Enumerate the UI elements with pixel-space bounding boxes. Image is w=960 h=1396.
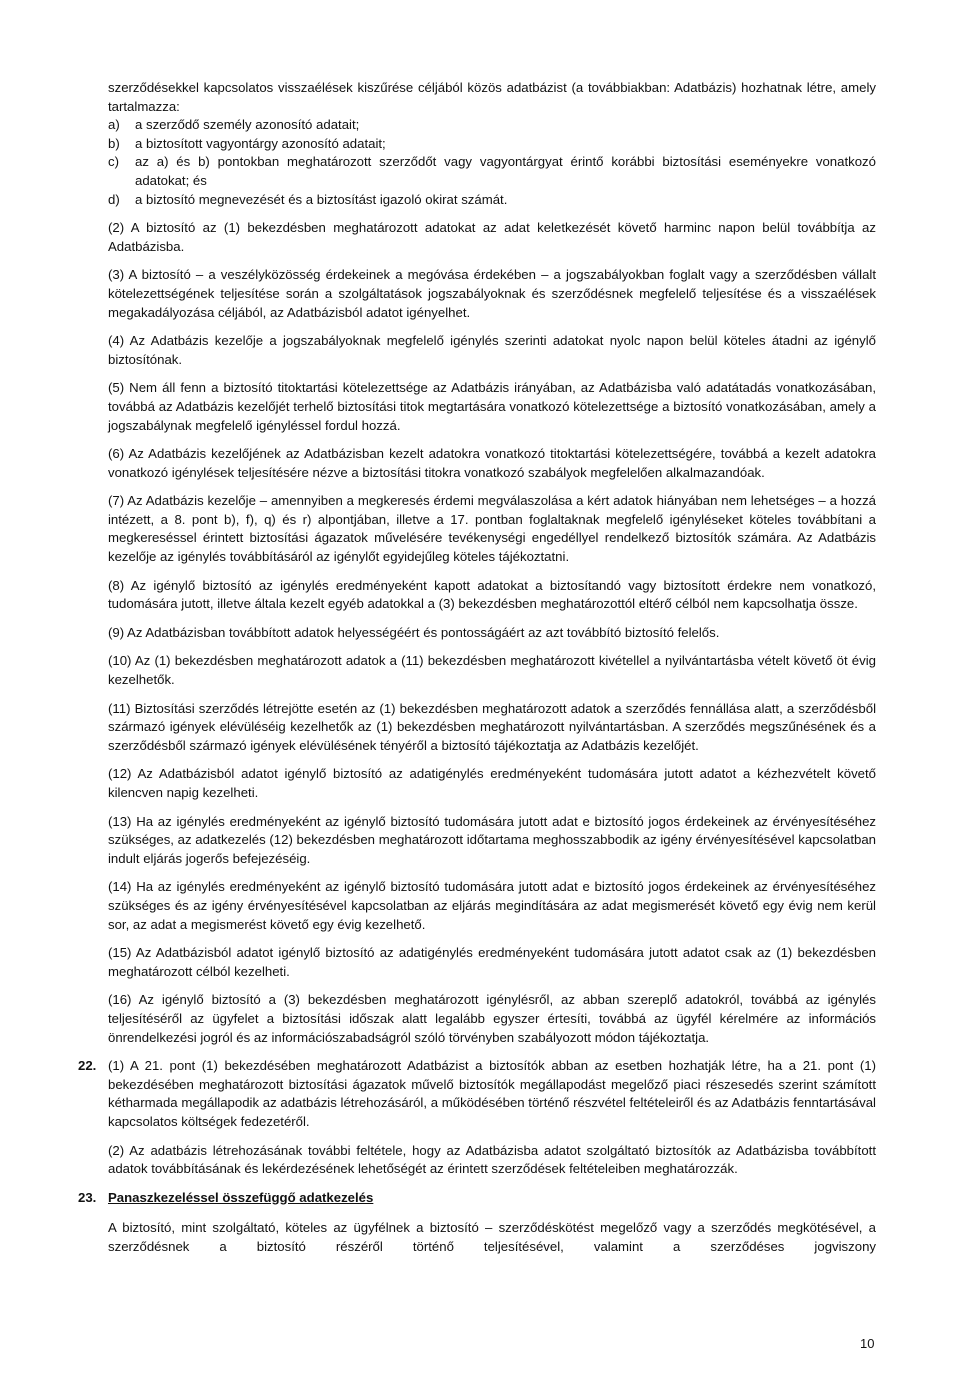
list-item-text: a biztosító megnevezését és a biztosítást igazoló okirat számát.: [135, 191, 508, 207]
paragraph-8: (8) Az igénylő biztosító az igénylés eredményeként kapott adatokat a biztosítandó vagy biztosított érdekre nem vonatkozó, tudomására jutott, illetve általa kezelt egyéb adatokkal a (3) bekezdésben meghatározottól eltérő célból nem kapcsolhatja össze.: [108, 577, 876, 612]
list-marker: d): [108, 191, 120, 207]
item-list: [108, 116, 876, 209]
list-item: [108, 116, 876, 135]
section-23: [78, 1189, 876, 1257]
paragraph-3: (3) A biztosító – a veszélyközösség érdekeinek a megóvása érdekében – a jogszabályokban foglalt vagy a szerződésben vállalt kötelezettségének teljesítése során a szolgáltatások jogszabályoknak és szerződésnek megfelelő teljesítése és a visszaélések megakadályozása céljából, az Adatbázisból adatot igényelhet.: [108, 267, 876, 320]
list-item-text: a szerződő személy azonosító adatait;: [135, 117, 360, 133]
section-heading: Panaszkezeléssel összefüggő adatkezelés: [108, 1189, 374, 1205]
paragraph-6: (6) Az Adatbázis kezelőjének az Adatbázisban kezelt adatokra vonatkozó titoktartási kötelezettségére, továbbá a kezelt adatokra vonatkozó igénylések teljesítésére nézve a biztosítási titokra vonatkozó szabályok megfelelően alkalmazandóak.: [108, 446, 876, 480]
paragraph-11: (11) Biztosítási szerződés létrejötte esetén az (1) bekezdésben meghatározott adatok a szerződés fennállása alatt, a szerződésből származó igények elévüléséig kezelhetők az (1) bekezdésben meghatározott nyilvántartásban. A szerződés megszűnésének és a szerződésből származó igények elévülésének tényéről a biztosító tájékoztatja az Adatbázis kezelőjét.: [108, 700, 876, 753]
section-number: 22.: [78, 1058, 97, 1074]
list-marker: a): [108, 117, 120, 133]
paragraph-16: (16) Az igénylő biztosító a (3) bekezdésben meghatározott igénylésről, az abban szereplő adatokról, továbbá az igénylés teljesítéséről az ügyfelet a biztosítási időszak alatt legalább egyszer értesíti, továbbá az ügyfél kérelmére az információs önrendelkezési jogról és az információszabadságról szóló törvényben szabályozott módon tájékoztatja.: [108, 992, 876, 1045]
list-marker: b): [108, 135, 120, 151]
paragraph-14: (14) Ha az igénylés eredményeként az igénylő biztosító tudomására jutott adat e biztosító jogos érdekeinek az érvényesítéséhez szükséges és az igény érvényesítésével kapcsolatban az eljárás megindítására az adat megismerését követő egy évig nem kerül sor, az adat a megismerést követő egy évig kezelhető.: [108, 879, 876, 932]
paragraph-2: (2) A biztosító az (1) bekezdésben meghatározott adatokat az adat keletkezését követő harminc napon belül továbbítja az Adatbázisba.: [108, 220, 876, 254]
paragraph-5: (5) Nem áll fenn a biztosító titoktartási kötelezettsége az Adatbázis irányában, az Adatbázisba való adatátadás vonatkozásában, továbbá az Adatbázis kezelőjét terhelő biztosítási titok megtartására vonatkozó kötelezettsége a biztosító vonatkozásában, amely a jogszabálynak megfelelő igényléssel fordul hozzá.: [108, 380, 876, 433]
list-item: [108, 153, 876, 190]
paragraph-12: (12) Az Adatbázisból adatot igénylő biztosító az adatigénylés eredményeként tudomására jutott adatot a kézhezvételt követő kilencven napig kezelheti.: [108, 766, 876, 800]
list-item: [108, 135, 876, 154]
paragraph-13: (13) Ha az igénylés eredményeként az igénylő biztosító tudomására jutott adat e biztosító jogos érdekeinek az érvényesítéséhez szükséges, az adatkezelés (12) bekezdésben meghatározott időtartama meghosszabbodik az igény érvényesítésével kapcsolatban indult eljárás jogerős befejezéséig.: [108, 813, 876, 866]
paragraph-15: (15) Az Adatbázisból adatot igénylő biztosító az adatigénylés eredményeként tudomására jutott adatot csak az (1) bekezdésben meghatározott célból kezelheti.: [108, 945, 876, 979]
section-22: [78, 1057, 876, 1179]
paragraph-7: (7) Az Adatbázis kezelője – amennyiben a megkeresés érdemi megválaszolása a kért adatok hiányában nem lehetséges – a hozzá intézett, a 8. pont b), f), q) és r) alpontjában, illetve a 17. pontban foglaltaknak megfelelő igényléseket köteles továbbítani a megkereséssel érintett biztosítási ágazatok művelésére tevékenységi engedéllyel rendelkező biztosítók számára. Az Adatbázis kezelője az igénylés továbbításáról az igénylőt egyidejűleg köteles tájékoztatni.: [108, 493, 876, 565]
section-number: 23.: [78, 1189, 97, 1205]
list-marker: c): [108, 154, 119, 170]
list-item-text: az a) és b) pontokban meghatározott szerződőt vagy vagyontárgyat érintő korábbi biztosítási eseményekre vonatkozó adatokat; és: [135, 154, 876, 188]
paragraph-4: (4) Az Adatbázis kezelője a jogszabályoknak megfelelő igénylés szerinti adatokat nyolc napon belül köteles átadni az igénylő biztosítónak.: [108, 333, 876, 367]
list-item: [108, 191, 876, 210]
list-item-text: a biztosított vagyontárgy azonosító adatait;: [135, 135, 386, 151]
section-22-paragraph-1: (1) A 21. pont (1) bekezdésében meghatározott Adatbázist a biztosítók abban az esetben hozhatják létre, ha a 21. pont (1) bekezdésében meghatározott biztosítási ágazatok művelő biztosítók megállapodást megelőző piaci részesedés szerint számított kétharmada megállapodik az adatbázis létrehozásáról, a működésében történő részvétel feltételeiről és az Adatbázis fenntartásával kapcsolatos költségek fedezetéről.: [108, 1058, 876, 1129]
page-number: 10: [860, 1336, 875, 1351]
section-22-paragraph-2: (2) Az adatbázis létrehozásának további feltétele, hogy az Adatbázisba adatot szolgáltató biztosítók az Adatbázisba továbbított adatok továbbításának és lekérdezésének lehetőségét az érintett szerződések feltételeiben meghatározzák.: [108, 1142, 876, 1177]
document-page: [78, 79, 876, 1266]
paragraph-10: (10) Az (1) bekezdésben meghatározott adatok a (11) bekezdésben meghatározott kivétellel a nyilvántartásba vételt követő öt évig kezelhetők.: [108, 653, 876, 688]
section-23-paragraph-1: A biztosító, mint szolgáltató, köteles az ügyfélnek a biztosító – szerződéskötést megelőző vagy a szerződés megkötésével, a szerződésnek a biztosító részéről történő teljesítésével, valamint a szerződéses jogviszony: [108, 1220, 876, 1254]
paragraph-9: (9) Az Adatbázisban továbbított adatok helyességéért és pontosságáért az azt továbbító biztosító felelős.: [108, 624, 720, 640]
intro-paragraph: szerződésekkel kapcsolatos visszaélések kiszűrése céljából közös adatbázist (a továbbiakban: Adatbázis) hozhatnak létre, amely tartalmazza:: [108, 80, 876, 114]
